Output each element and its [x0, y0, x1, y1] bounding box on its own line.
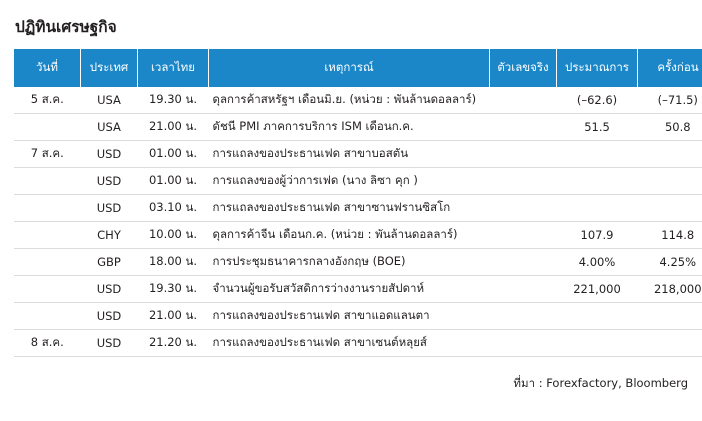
cell-time: 19.30 น.: [138, 276, 209, 303]
table-row: [14, 168, 702, 195]
cell-time: 03.10 น.: [138, 195, 209, 222]
cell-time: 19.30 น.: [138, 87, 209, 114]
cell-previous: [638, 303, 702, 330]
cell-actual: [490, 87, 557, 114]
cell-event: ดัชนี PMI ภาคการบริการ ISM เดือนก.ค.: [209, 114, 490, 141]
cell-time: 21.00 น.: [138, 114, 209, 141]
column-header-time: เวลาไทย: [138, 49, 209, 87]
cell-previous: 50.8: [638, 114, 702, 141]
cell-forecast: [557, 303, 638, 330]
cell-country: USD: [81, 168, 138, 195]
cell-date: 5 ส.ค.: [14, 87, 81, 114]
cell-date: [14, 249, 81, 276]
cell-previous: 218,000: [638, 276, 702, 303]
cell-country: USD: [81, 141, 138, 168]
cell-date: [14, 168, 81, 195]
cell-forecast: 221,000: [557, 276, 638, 303]
cell-date: [14, 222, 81, 249]
cell-date: [14, 276, 81, 303]
cell-time: 21.20 น.: [138, 330, 209, 357]
cell-forecast: (–62.6): [557, 87, 638, 114]
table-body: [14, 87, 702, 357]
column-header-country: ประเทศ: [81, 49, 138, 87]
cell-time: 10.00 น.: [138, 222, 209, 249]
cell-event: การแถลงของประธานเฟด สาขาเซนต์หลุยส์: [209, 330, 490, 357]
cell-forecast: 4.00%: [557, 249, 638, 276]
cell-country: USD: [81, 276, 138, 303]
table-row: [14, 141, 702, 168]
cell-date: [14, 114, 81, 141]
cell-country: USD: [81, 195, 138, 222]
cell-event: การแถลงของผู้ว่าการเฟด (นาง ลิซา คุก ): [209, 168, 490, 195]
cell-country: CHY: [81, 222, 138, 249]
cell-date: [14, 303, 81, 330]
page-title: ปฏิทินเศรษฐกิจ: [15, 18, 117, 36]
cell-actual: [490, 222, 557, 249]
table-row: [14, 330, 702, 357]
column-header-actual: ตัวเลขจริง: [490, 49, 557, 87]
cell-forecast: [557, 141, 638, 168]
cell-country: USA: [81, 114, 138, 141]
cell-actual: [490, 141, 557, 168]
cell-previous: [638, 168, 702, 195]
cell-country: USD: [81, 330, 138, 357]
cell-event: การประชุมธนาคารกลางอังกฤษ (BOE): [209, 249, 490, 276]
table-row: [14, 87, 702, 114]
cell-event: ดุลการค้าสหรัฐฯ เดือนมิ.ย. (หน่วย : พันล้านดอลลาร์): [209, 87, 490, 114]
cell-forecast: [557, 330, 638, 357]
cell-time: 18.00 น.: [138, 249, 209, 276]
cell-actual: [490, 330, 557, 357]
cell-actual: [490, 195, 557, 222]
cell-event: การแถลงของประธานเฟด สาขาบอสตัน: [209, 141, 490, 168]
cell-actual: [490, 249, 557, 276]
cell-actual: [490, 276, 557, 303]
column-header-date: วันที่: [14, 49, 81, 87]
table-header-row: [14, 49, 702, 87]
table-row: [14, 249, 702, 276]
source-note: ที่มา : Forexfactory, Bloomberg: [513, 376, 688, 390]
cell-actual: [490, 114, 557, 141]
column-header-forecast: ประมาณการ: [557, 49, 638, 87]
cell-date: 7 ส.ค.: [14, 141, 81, 168]
cell-forecast: [557, 195, 638, 222]
table-row: [14, 303, 702, 330]
table-row: [14, 195, 702, 222]
cell-date: 8 ส.ค.: [14, 330, 81, 357]
cell-time: 01.00 น.: [138, 141, 209, 168]
cell-forecast: [557, 168, 638, 195]
table-header: [14, 49, 702, 87]
cell-event: ดุลการค้าจีน เดือนก.ค. (หน่วย : พันล้านดอลลาร์): [209, 222, 490, 249]
cell-date: [14, 195, 81, 222]
table-row: [14, 276, 702, 303]
cell-time: 01.00 น.: [138, 168, 209, 195]
cell-country: GBP: [81, 249, 138, 276]
cell-forecast: 51.5: [557, 114, 638, 141]
table-row: [14, 222, 702, 249]
cell-actual: [490, 168, 557, 195]
cell-previous: [638, 141, 702, 168]
cell-previous: [638, 195, 702, 222]
economic-calendar-table: [14, 49, 702, 357]
cell-previous: 114.8: [638, 222, 702, 249]
cell-previous: 4.25%: [638, 249, 702, 276]
cell-country: USA: [81, 87, 138, 114]
cell-forecast: 107.9: [557, 222, 638, 249]
table-row: [14, 114, 702, 141]
cell-actual: [490, 303, 557, 330]
cell-event: การแถลงของประธานเฟด สาขาซานฟรานซิสโก: [209, 195, 490, 222]
cell-event: จำนวนผู้ขอรับสวัสดิการว่างงานรายสัปดาห์: [209, 276, 490, 303]
cell-time: 21.00 น.: [138, 303, 209, 330]
column-header-previous: ครั้งก่อน: [638, 49, 702, 87]
cell-previous: (–71.5): [638, 87, 702, 114]
cell-event: การแถลงของประธานเฟด สาขาแอดแลนตา: [209, 303, 490, 330]
column-header-event: เหตุการณ์: [209, 49, 490, 87]
cell-previous: [638, 330, 702, 357]
cell-country: USD: [81, 303, 138, 330]
